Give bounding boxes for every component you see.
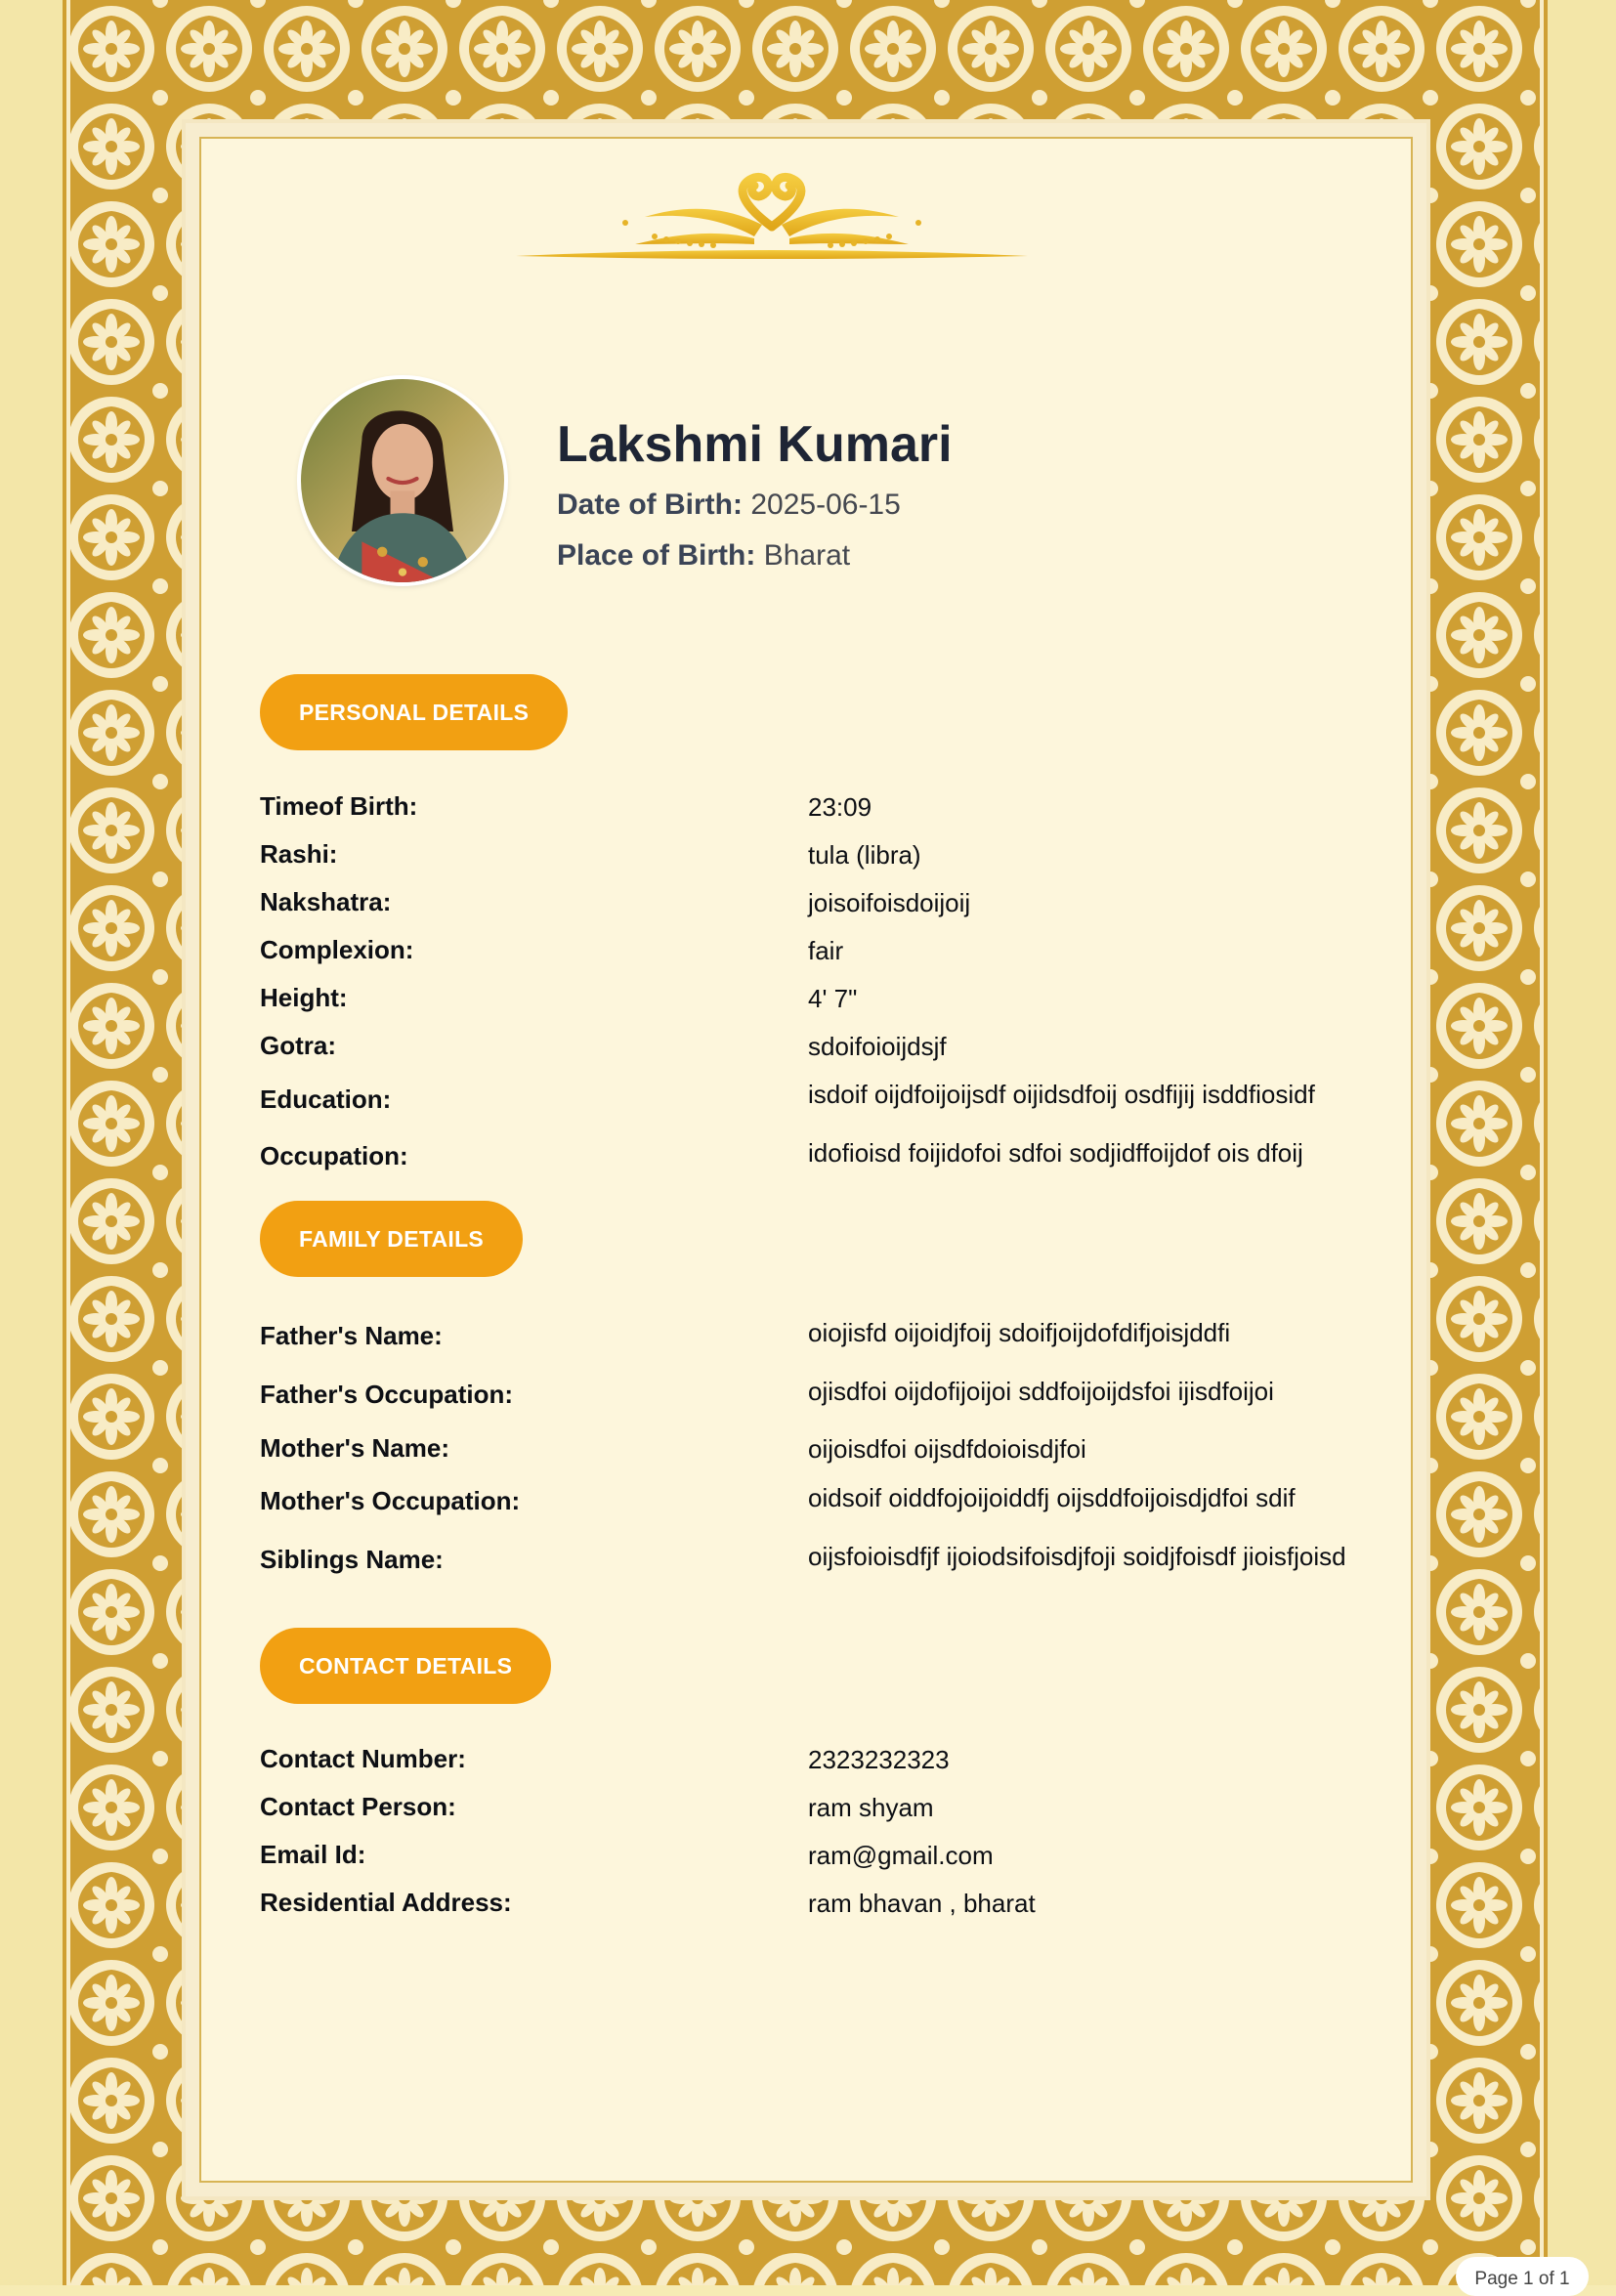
detail-label: Father's Occupation: bbox=[260, 1380, 513, 1409]
detail-value: oijoisdfoi oijsdfdoioisdjfoi bbox=[808, 1434, 1086, 1464]
detail-value: 2323232323 bbox=[808, 1745, 950, 1774]
detail-label: Gotra: bbox=[260, 1031, 336, 1060]
detail-label: Contact Person: bbox=[260, 1792, 456, 1821]
detail-label: Education: bbox=[260, 1084, 392, 1114]
detail-label: Residential Address: bbox=[260, 1888, 512, 1917]
detail-value: isdoif oijdfoijoijsdf oijidsdfoij osdfijij isddfiosidf bbox=[808, 1080, 1315, 1109]
detail-label: Complexion: bbox=[260, 935, 414, 964]
detail-label: Occupation: bbox=[260, 1141, 408, 1170]
page-margin-left bbox=[0, 0, 63, 2285]
detail-label: Contact Number: bbox=[260, 1744, 466, 1773]
detail-value: oijsfoioisdfjf ijoiodsifoisdjfoji soidjfoisdf jioisfjoisd bbox=[808, 1542, 1346, 1571]
detail-label: Timeof Birth: bbox=[260, 791, 418, 821]
detail-value: ram shyam bbox=[808, 1793, 934, 1822]
place-of-birth bbox=[557, 539, 850, 573]
detail-value: fair bbox=[808, 936, 844, 965]
detail-label: Mother's Name: bbox=[260, 1433, 449, 1463]
pob-label: Place of Birth: bbox=[557, 539, 756, 572]
section-contact-details: CONTACT DETAILS bbox=[260, 1628, 551, 1704]
detail-value: ram bhavan , bharat bbox=[808, 1889, 1036, 1918]
detail-label: Email Id: bbox=[260, 1840, 366, 1869]
detail-label: Siblings Name: bbox=[260, 1545, 444, 1574]
profile-name: Lakshmi Kumari bbox=[557, 416, 953, 473]
detail-value: oidsoif oiddfojoijoiddfj oijsddfoijoisdjdfoi sdif bbox=[808, 1483, 1296, 1512]
detail-value: tula (libra) bbox=[808, 840, 921, 870]
detail-value: oiojisfd oijoidjfoij sdoifjoijdofdifjoisjddfi bbox=[808, 1318, 1231, 1347]
detail-value: sdoifoioijdsjf bbox=[808, 1032, 947, 1061]
detail-value[interactable]: ram@gmail.com bbox=[808, 1841, 994, 1870]
detail-value: joisoifoisdoijoij bbox=[808, 888, 971, 917]
section-family-details: FAMILY DETAILS bbox=[260, 1201, 523, 1277]
ornament-icon bbox=[498, 166, 1045, 274]
detail-label: Father's Name: bbox=[260, 1321, 443, 1350]
detail-label: Rashi: bbox=[260, 839, 338, 869]
profile-photo bbox=[301, 379, 504, 582]
profile-photo-icon bbox=[301, 379, 504, 582]
detail-label: Nakshatra: bbox=[260, 887, 392, 916]
dob-value: 2025-06-15 bbox=[750, 489, 901, 521]
date-of-birth bbox=[557, 489, 901, 522]
section-personal-details: PERSONAL DETAILS bbox=[260, 674, 568, 750]
detail-label: Mother's Occupation: bbox=[260, 1486, 521, 1515]
detail-value: ojisdfoi oijdofijoijoi sddfoijoijdsfoi ijisdfoijoi bbox=[808, 1377, 1274, 1406]
pob-value: Bharat bbox=[763, 539, 851, 572]
page-indicator: Page 1 of 1 bbox=[1456, 2257, 1589, 2296]
detail-value: 23:09 bbox=[808, 792, 872, 822]
page-margin-right bbox=[1548, 0, 1616, 2285]
detail-value: 4' 7" bbox=[808, 984, 858, 1013]
detail-value: idofioisd foijidofoi sdfoi sodjidffoijdof ois dfoij bbox=[808, 1138, 1303, 1168]
detail-label: Height: bbox=[260, 983, 348, 1012]
dob-label: Date of Birth: bbox=[557, 489, 743, 521]
